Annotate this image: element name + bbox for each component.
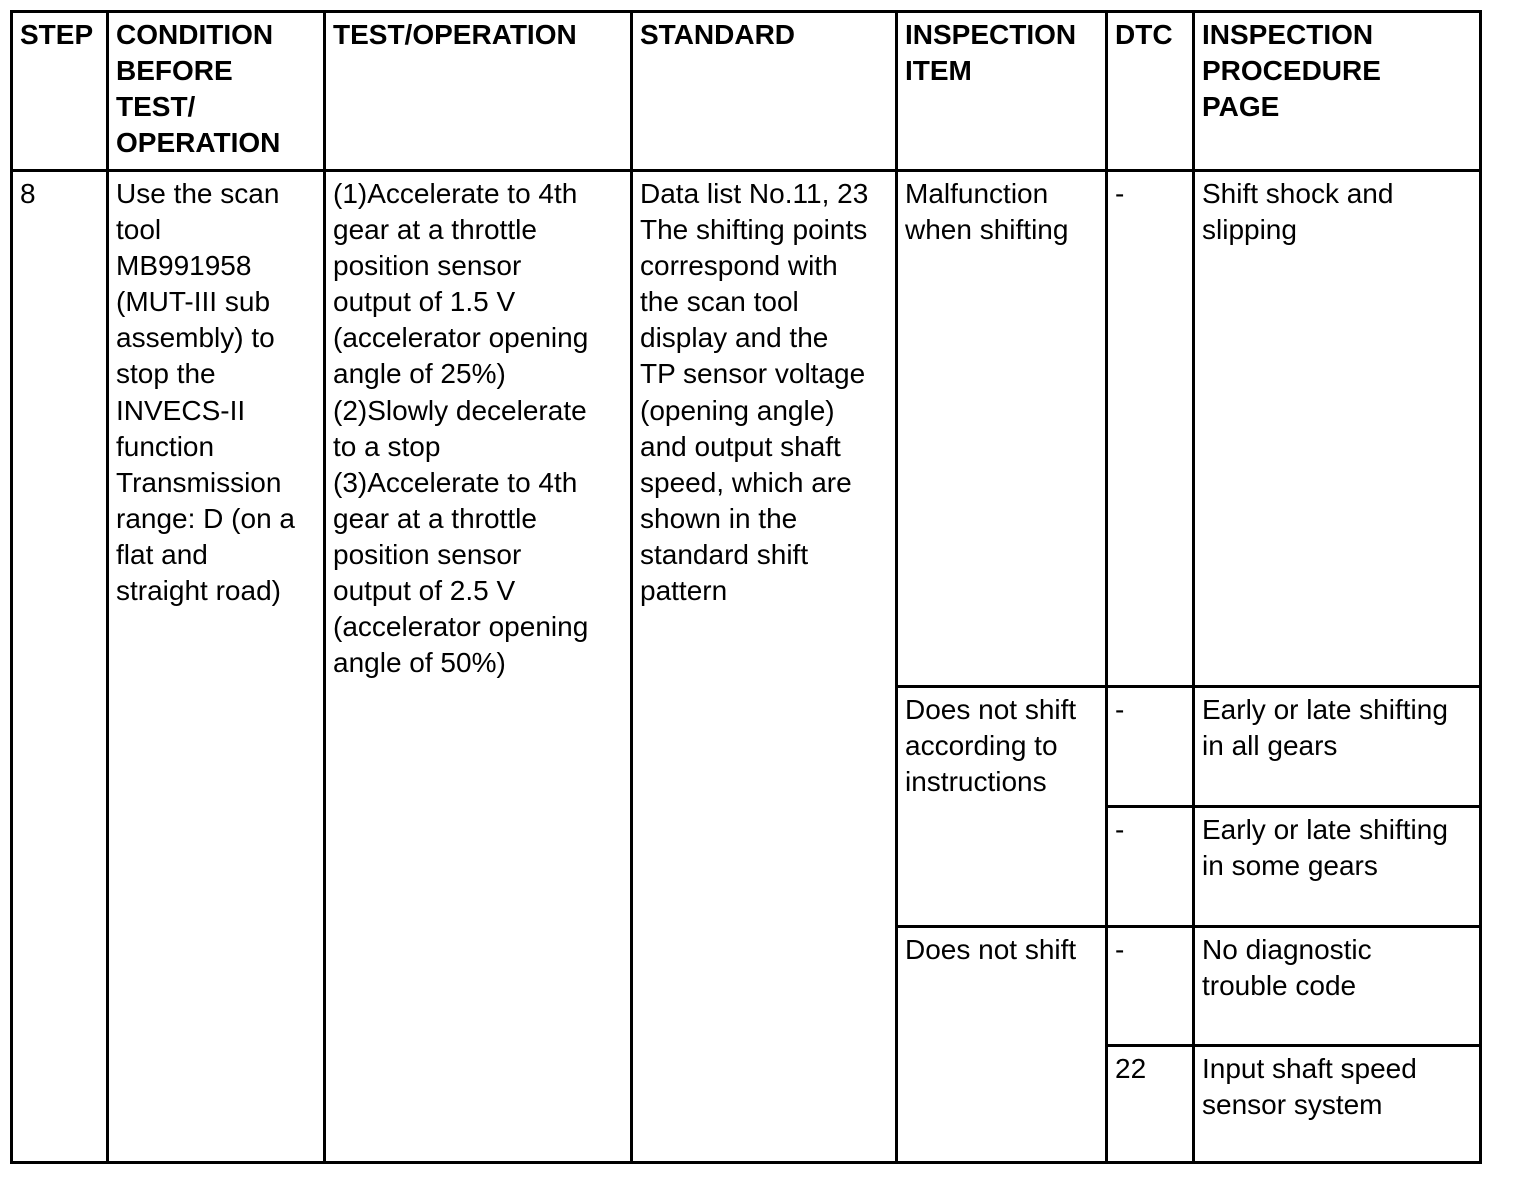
header-condition: CONDITION BEFORE TEST/ OPERATION	[109, 13, 326, 172]
dtc-cell: -	[1108, 172, 1195, 688]
header-test-operation: TEST/OPERATION	[326, 13, 633, 172]
step-number: 8	[13, 172, 109, 1164]
inspection-item-does-not-shift-instructions: Does not shift according to instructions	[898, 688, 1108, 928]
header-dtc: DTC	[1108, 13, 1195, 172]
dtc-cell: -	[1108, 928, 1195, 1047]
dtc-cell: -	[1108, 688, 1195, 808]
header-step: STEP	[13, 13, 109, 172]
procedure-page-cell: Input shaft speed sensor system	[1195, 1047, 1482, 1164]
dtc-cell: 22	[1108, 1047, 1195, 1164]
dtc-cell: -	[1108, 808, 1195, 928]
condition-text: Use the scan tool MB991958 (MUT-III sub assembly) to stop the INVECS-II function Transmission range: D (on a flat and straight road)	[109, 172, 326, 1164]
procedure-page-cell: Shift shock and slipping	[1195, 172, 1482, 688]
header-standard: STANDARD	[633, 13, 898, 172]
inspection-item-does-not-shift: Does not shift	[898, 928, 1108, 1164]
test-operation-text: (1)Accelerate to 4th gear at a throttle position sensor output of 1.5 V (accelerator opening angle of 25%) (2)Slowly decelerate to a stop (3)Accelerate to 4th gear at a throttle position sensor output of 2.5 V (accelerator opening angle of 50%)	[326, 172, 633, 1164]
procedure-page-cell: No diagnostic trouble code	[1195, 928, 1482, 1047]
inspection-table	[10, 10, 1482, 1164]
procedure-page-cell: Early or late shifting in all gears	[1195, 688, 1482, 808]
standard-text: Data list No.11, 23 The shifting points correspond with the scan tool display and the TP sensor voltage (opening angle) and output shaft speed, which are shown in the standard shift pattern	[633, 172, 898, 1164]
header-inspection-item: INSPECTION ITEM	[898, 13, 1108, 172]
header-inspection-procedure-page: INSPECTION PROCEDURE PAGE	[1195, 13, 1482, 172]
procedure-page-cell: Early or late shifting in some gears	[1195, 808, 1482, 928]
inspection-item-malfunction: Malfunction when shifting	[898, 172, 1108, 688]
